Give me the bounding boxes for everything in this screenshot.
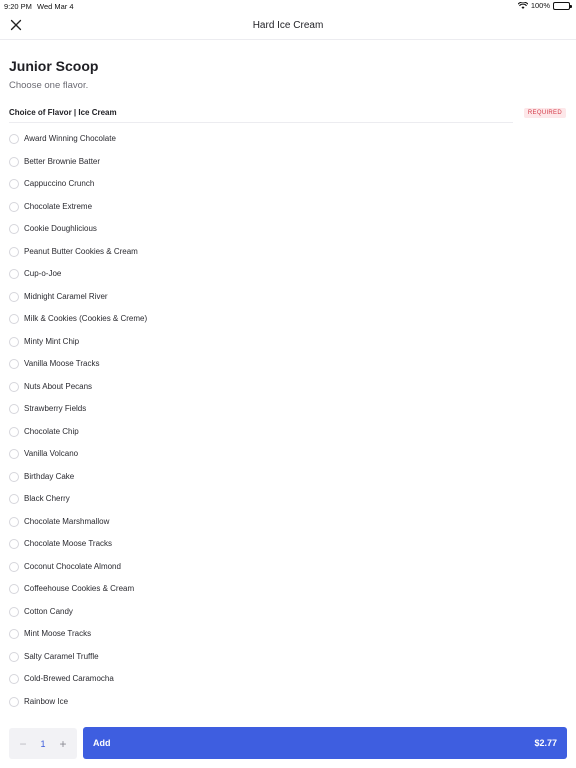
radio-button-icon[interactable] [9,584,19,594]
page-title: Hard Ice Cream [252,20,324,31]
radio-button-icon[interactable] [9,449,19,459]
flavor-option-label: Cup-o-Joe [24,269,62,278]
radio-button-icon[interactable] [9,697,19,707]
flavor-option[interactable] [0,173,576,196]
footer-bar [0,720,576,768]
required-badge: REQUIRED [524,108,566,118]
flavor-option[interactable] [0,691,576,714]
flavor-option-label: Coconut Chocolate Almond [24,561,121,571]
flavor-option[interactable] [0,308,576,331]
flavor-option[interactable] [0,196,576,219]
flavor-option[interactable] [0,443,576,466]
flavor-option-label: Chocolate Moose Tracks [24,539,113,548]
flavor-option[interactable] [0,376,576,399]
flavor-option-label: Chocolate Chip [24,426,79,436]
radio-button-icon[interactable] [9,314,19,324]
radio-button-icon[interactable] [9,607,19,617]
nav-bar [0,12,576,40]
flavor-section-header [0,104,576,124]
flavor-option[interactable] [0,286,576,309]
status-date: Wed Mar 4 [37,2,74,11]
status-time: 9:20 PM [4,2,32,11]
quantity-stepper [9,728,77,759]
flavor-option-label: Strawberry Fields [24,404,87,413]
flavor-option[interactable] [0,151,576,174]
flavor-option-label: Coffeehouse Cookies & Cream [24,584,135,593]
flavor-option[interactable] [0,623,576,646]
flavor-option[interactable] [0,466,576,489]
status-right [518,1,570,10]
flavor-option[interactable] [0,533,576,556]
add-to-cart-button[interactable] [83,727,567,759]
decrease-quantity-button[interactable]: − [19,736,27,751]
add-button-price: $2.77 [534,738,557,748]
flavor-option[interactable] [0,398,576,421]
radio-button-icon[interactable] [9,674,19,684]
radio-button-icon[interactable] [9,472,19,482]
battery-percent: 100% [530,1,550,10]
radio-button-icon[interactable] [9,202,19,212]
radio-button-icon[interactable] [9,629,19,639]
flavor-option-label: Vanilla Volcano [24,449,79,458]
flavor-option[interactable] [0,601,576,624]
radio-button-icon[interactable] [9,224,19,234]
flavor-option[interactable] [0,353,576,376]
flavor-option-label: Cookie Doughlicious [24,224,97,233]
flavor-option-label: Milk & Cookies (Cookies & Creme) [24,314,148,323]
flavor-option-label: Nuts About Pecans [24,381,93,391]
flavor-option-label: Birthday Cake [24,471,75,481]
flavor-option[interactable] [0,556,576,579]
flavor-option[interactable] [0,241,576,264]
radio-button-icon[interactable] [9,382,19,392]
add-button-label: Add [93,738,111,748]
flavor-option-label: Award Winning Chocolate [24,134,116,143]
flavor-option-label: Mint Moose Tracks [24,629,92,638]
flavor-option[interactable] [0,421,576,444]
flavor-option-label: Minty Mint Chip [24,336,80,346]
flavor-option-label: Peanut Butter Cookies & Cream [24,246,138,256]
flavor-option-label: Better Brownie Batter [24,156,101,166]
radio-button-icon[interactable] [9,157,19,167]
flavor-option-label: Chocolate Extreme [24,201,93,211]
flavor-option[interactable] [0,331,576,354]
radio-button-icon[interactable] [9,292,19,302]
flavor-option[interactable] [0,511,576,534]
flavor-option-label: Rainbow Ice [24,696,69,706]
flavor-option[interactable] [0,646,576,669]
flavor-option[interactable] [0,218,576,241]
radio-button-icon[interactable] [9,269,19,279]
radio-button-icon[interactable] [9,247,19,257]
item-subtitle: Choose one flavor. [9,80,89,91]
flavor-option[interactable] [0,263,576,286]
radio-button-icon[interactable] [9,652,19,662]
radio-button-icon[interactable] [9,494,19,504]
flavor-option[interactable] [0,578,576,601]
status-bar [0,0,576,12]
radio-button-icon[interactable] [9,404,19,414]
flavor-options-list [0,128,576,713]
battery-icon [553,2,570,10]
flavor-option-label: Chocolate Marshmallow [24,516,110,526]
radio-button-icon[interactable] [9,539,19,549]
radio-button-icon[interactable] [9,179,19,189]
flavor-option[interactable] [0,128,576,151]
flavor-option[interactable] [0,668,576,691]
flavor-option-label: Cappuccino Crunch [24,179,95,188]
flavor-option-label: Vanilla Moose Tracks [24,359,100,368]
flavor-option[interactable] [0,488,576,511]
flavor-option-label: Salty Caramel Truffle [24,651,99,661]
flavor-option-label: Midnight Caramel River [24,291,108,301]
radio-button-icon[interactable] [9,517,19,527]
radio-button-icon[interactable] [9,562,19,572]
flavor-option-label: Black Cherry [24,494,70,503]
item-title: Junior Scoop [9,58,99,74]
radio-button-icon[interactable] [9,427,19,437]
radio-button-icon[interactable] [9,337,19,347]
radio-button-icon[interactable] [9,359,19,369]
increase-quantity-button[interactable]: + [59,736,67,751]
wifi-icon [518,2,528,10]
flavor-option-label: Cotton Candy [24,606,73,616]
section-label: Choice of Flavor | Ice Cream [9,108,513,123]
flavor-option-label: Cold-Brewed Caramocha [24,674,114,683]
quantity-value: 1 [40,738,46,749]
radio-button-icon[interactable] [9,134,19,144]
